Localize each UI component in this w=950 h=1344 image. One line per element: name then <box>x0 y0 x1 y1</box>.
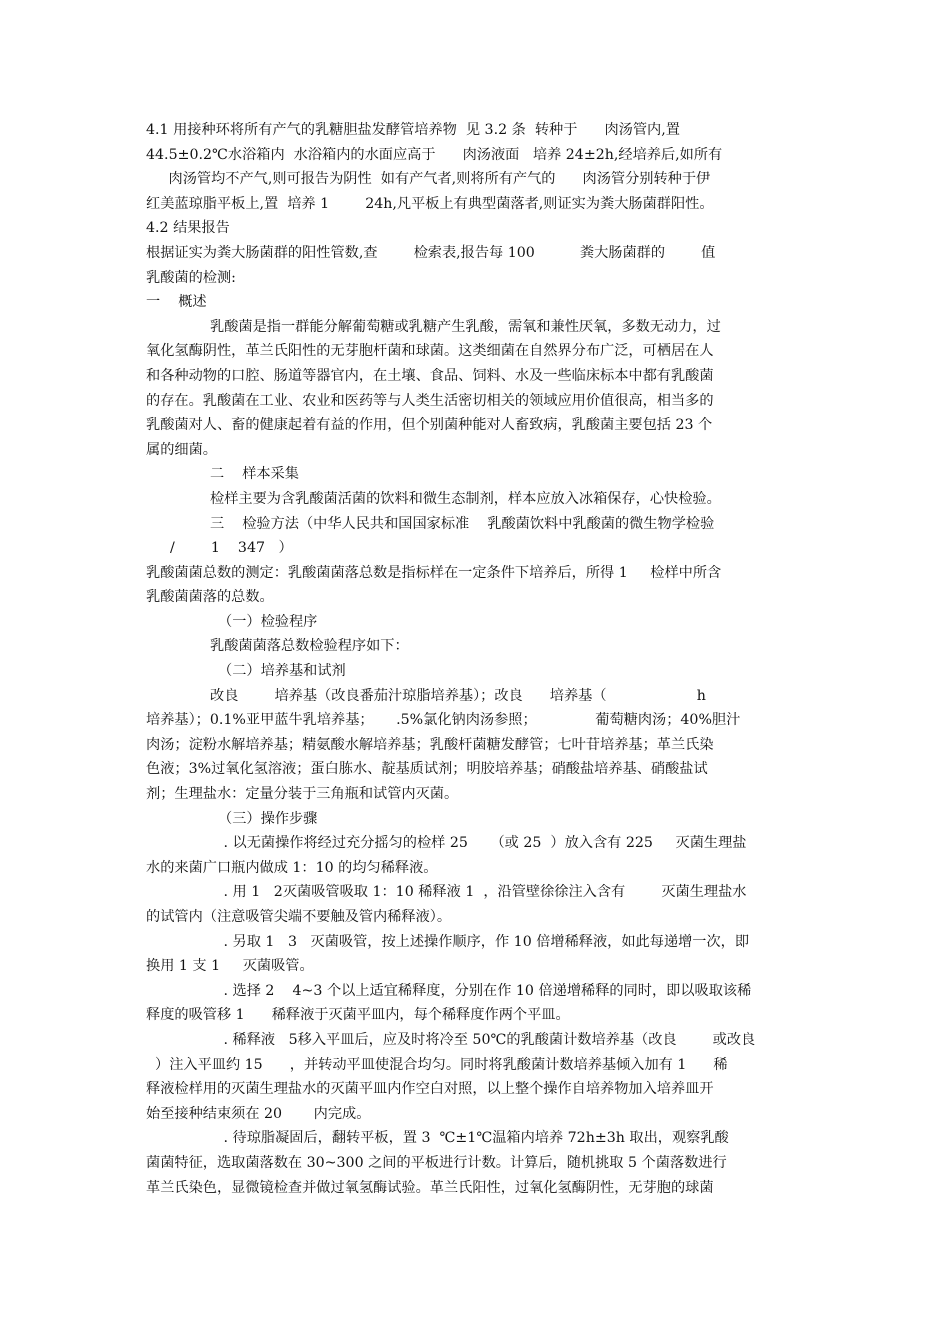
text-line: （三）操作步骤 <box>218 810 318 827</box>
text-line: 换用 1 支 1 灭菌吸管。 <box>146 958 314 975</box>
text-line: 的试管内（注意吸管尖端不要触及管内稀释液）。 <box>146 909 452 925</box>
text-line: 二 样本采集 <box>210 466 299 483</box>
text-line: 一 概述 <box>146 294 207 311</box>
text-line: 根据证实为粪大肠菌群的阳性管数,查 检索表,报告每 100 粪大肠菌群的 值 <box>146 244 716 261</box>
text-line: 菌菌特征，选取菌落数在 30~300 之间的平板进行计数。计算后，随机挑取 5 个菌落数进行 <box>146 1154 727 1171</box>
text-line: 色液；3%过氧化氢溶液；蛋白胨水、靛基质试剂；明胶培养基；硝酸盐培养基、硝酸盐试 <box>146 761 708 778</box>
text-line: 44.5±0.2℃水浴箱内 水浴箱内的水面应高于 肉汤液面 培养 24±2h,经培养后,如所有 <box>146 146 723 163</box>
text-line: 和各种动物的口腔、肠道等器官内，在土壤、食品、饲料、水及一些临床标本中都有乳酸菌 <box>146 367 714 384</box>
text-line: 肉汤管均不产气,则可报告为阴性 如有产气者,则将所有产气的 肉汤管分别转种于伊 <box>146 171 711 188</box>
text-line: 释度的吸管移 1 稀释液于灭菌平皿内，每个稀释度作两个平皿。 <box>146 1007 570 1024</box>
text-line: 始至接种结束须在 20 内完成。 <box>146 1105 371 1122</box>
text-line: 4.2 结果报告 <box>146 220 230 237</box>
text-line: ）注入平皿约 15 ，并转动平皿使混合均匀。同时将乳酸菌计数培养基倾入加有 1 稀 <box>146 1056 728 1073</box>
text-line: 肉汤；淀粉水解培养基；精氨酸水解培养基；乳酸杆菌糖发酵管；七叶苷培养基；革兰氏染 <box>146 736 714 753</box>
document-page <box>146 118 814 1200</box>
text-line: 水的来菌广口瓶内做成 1：10 的均匀稀释液。 <box>146 859 438 876</box>
text-line: 革兰氏染色，显微镜检查并做过氧氢酶试验。革兰氏阳性，过氧化氢酶阴性，无芽胞的球菌 <box>146 1179 714 1196</box>
text-line: 的存在。乳酸菌在工业、农业和医药等与人类生活密切相关的领域应用价值很高，相当多的 <box>146 392 714 409</box>
text-line: 释液检样用的灭菌生理盐水的灭菌平皿内作空白对照，以上整个操作自培养物加入培养皿开 <box>146 1081 714 1098</box>
text-line: （二）培养基和试剂 <box>218 663 346 680</box>
text-line: 剂；生理盐水：定量分装于三角瓶和试管内灭菌。 <box>146 786 459 803</box>
text-line: 乳酸菌菌落总数检验程序如下： <box>210 638 409 655</box>
text-line: 红美蓝琼脂平板上,置 培养 1 24h,凡平板上有典型菌落者,则证实为粪大肠菌群阳性。 <box>146 195 714 212</box>
text-line: . 另取 1 3 灭菌吸管，按上述操作顺序，作 10 倍增稀释液，如此每递增一次，即 <box>210 933 750 950</box>
text-line: 三 检验方法（中华人民共和国国家标准 乳酸菌饮料中乳酸菌的微生物学检验 <box>210 515 715 532</box>
text-line: . 以无菌操作将经过充分摇匀的检样 25 （或 25 ）放入含有 225 灭菌生理盐 <box>210 835 747 852</box>
text-line: 检样主要为含乳酸菌活菌的饮料和微生态制剂，样本应放入冰箱保存，心快检验。 <box>210 490 721 507</box>
text-line: / 1 347 ） <box>170 540 293 557</box>
text-line: 氧化氢酶阴性，革兰氏阳性的无芽胞杆菌和球菌。这类细菌在自然界分布广泛，可栖居在人 <box>146 343 714 360</box>
text-line: . 稀释液 5移入平皿后，应及时将冷至 50℃的乳酸菌计数培养基（改良 或改良 <box>210 1031 756 1048</box>
text-line: 4.1 用接种环将所有产气的乳糖胆盐发酵管培养物 见 3.2 条 转种于 肉汤管内,置 <box>146 122 680 138</box>
text-line: 乳酸菌的检测: <box>146 269 236 286</box>
text-line: . 待琼脂凝固后，翻转平板，置 3 ℃±1℃温箱内培养 72h±3h 取出，观察乳酸 <box>210 1130 729 1147</box>
text-line: 乳酸菌是指一群能分解葡萄糖或乳糖产生乳酸，需氧和兼性厌氧，多数无动力，过 <box>210 318 721 335</box>
text-line: （一）检验程序 <box>218 613 318 630</box>
text-body <box>146 118 814 1200</box>
text-line: 改良 培养基（改良番茄汁琼脂培养基）；改良 培养基（ h <box>210 687 706 704</box>
text-line: 乳酸菌对人、畜的健康起着有益的作用，但个别菌种能对人畜致病，乳酸菌主要包括 23 个 <box>146 417 713 434</box>
text-line: 乳酸菌菌总数的测定：乳酸菌菌落总数是指标样在一定条件下培养后，所得 1 检样中所含 <box>146 564 722 581</box>
text-line: 属的细菌。 <box>146 441 217 458</box>
text-line: . 选择 2 4~3 个以上适宜稀释度，分别在作 10 倍递增稀释的同时，即以吸取该稀 <box>210 982 752 999</box>
text-line: 培养基）；0.1%亚甲蓝牛乳培养基； .5%氯化钠肉汤参照； 葡萄糖肉汤；40%胆汁 <box>146 712 741 729</box>
text-line: . 用 1 2灭菌吸管吸取 1：10 稀释液 1 ，沿管壁徐徐注入含有 灭菌生理盐水 <box>210 884 747 901</box>
text-line: 乳酸菌菌落的总数。 <box>146 589 274 606</box>
